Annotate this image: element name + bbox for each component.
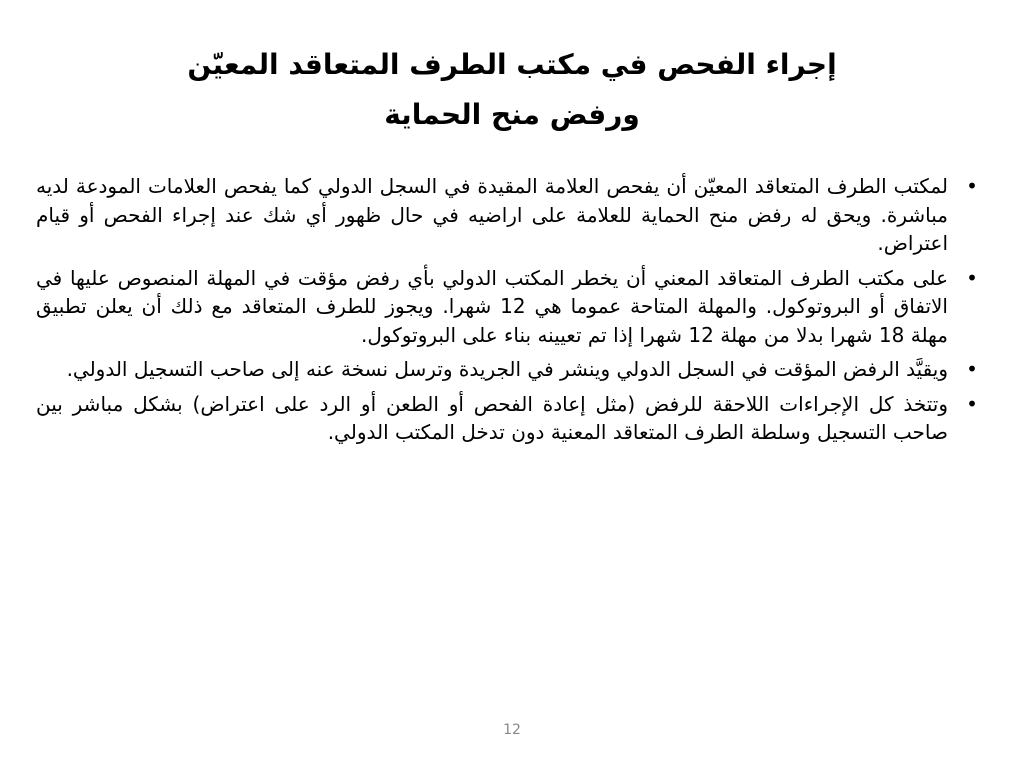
bullet-list — [36, 172, 984, 453]
bullet-text: وتتخذ كل الإجراءات اللاحقة للرفض (مثل إعادة الفحص أو الطعن أو الرد على اعتراض) بشكل مباشر بين صاحب التسجيل وسلطة الطرف المتعاقد المعنية دون تدخل المكتب الدولي. — [36, 391, 948, 444]
bullet-text: لمكتب الطرف المتعاقد المعيّن أن يفحص العلامة المقيدة في السجل الدولي كما يفحص العلامات المودعة لديه مباشرة. ويحق له رفض منح الحماية للعلامة على اراضيه في حال ظهور أي شك عند إجراء الفحص أو قيام اعتراض. — [36, 174, 948, 255]
bullet-dot: • — [966, 391, 978, 416]
bullet-item — [36, 172, 984, 258]
slide-title-line-2: ورفض منح الحماية — [384, 98, 640, 131]
bullet-dot: • — [966, 174, 978, 198]
page-number: 12 — [503, 722, 521, 738]
bullet-dot: • — [966, 357, 978, 381]
bullet-item — [36, 264, 984, 350]
slide-title-line-1: إجراء الفحص في مكتب الطرف المتعاقد المعيّن — [187, 48, 837, 81]
bullet-item — [36, 355, 984, 384]
bullet-text: ويقيَّد الرفض المؤقت في السجل الدولي وينشر في الجريدة وترسل نسخة عنه إلى صاحب التسجيل الدولي. — [66, 357, 948, 381]
bullet-text: على مكتب الطرف المتعاقد المعني أن يخطر المكتب الدولي بأي رفض مؤقت في المهلة المنصوص عليها في الاتفاق أو البروتوكول. والمهلة المتاحة عموما هي 12 شهرا. ويجوز للطرف المتعاقد مع ذلك أن يعلن تطبيق مهلة 18 شهرا بدلا من مهلة 12 شهرا إذا تم تعيينه بناء على البروتوكول. — [36, 265, 948, 347]
slide-title — [90, 40, 934, 140]
bullet-dot: • — [966, 265, 978, 290]
bullet-item — [36, 390, 984, 447]
